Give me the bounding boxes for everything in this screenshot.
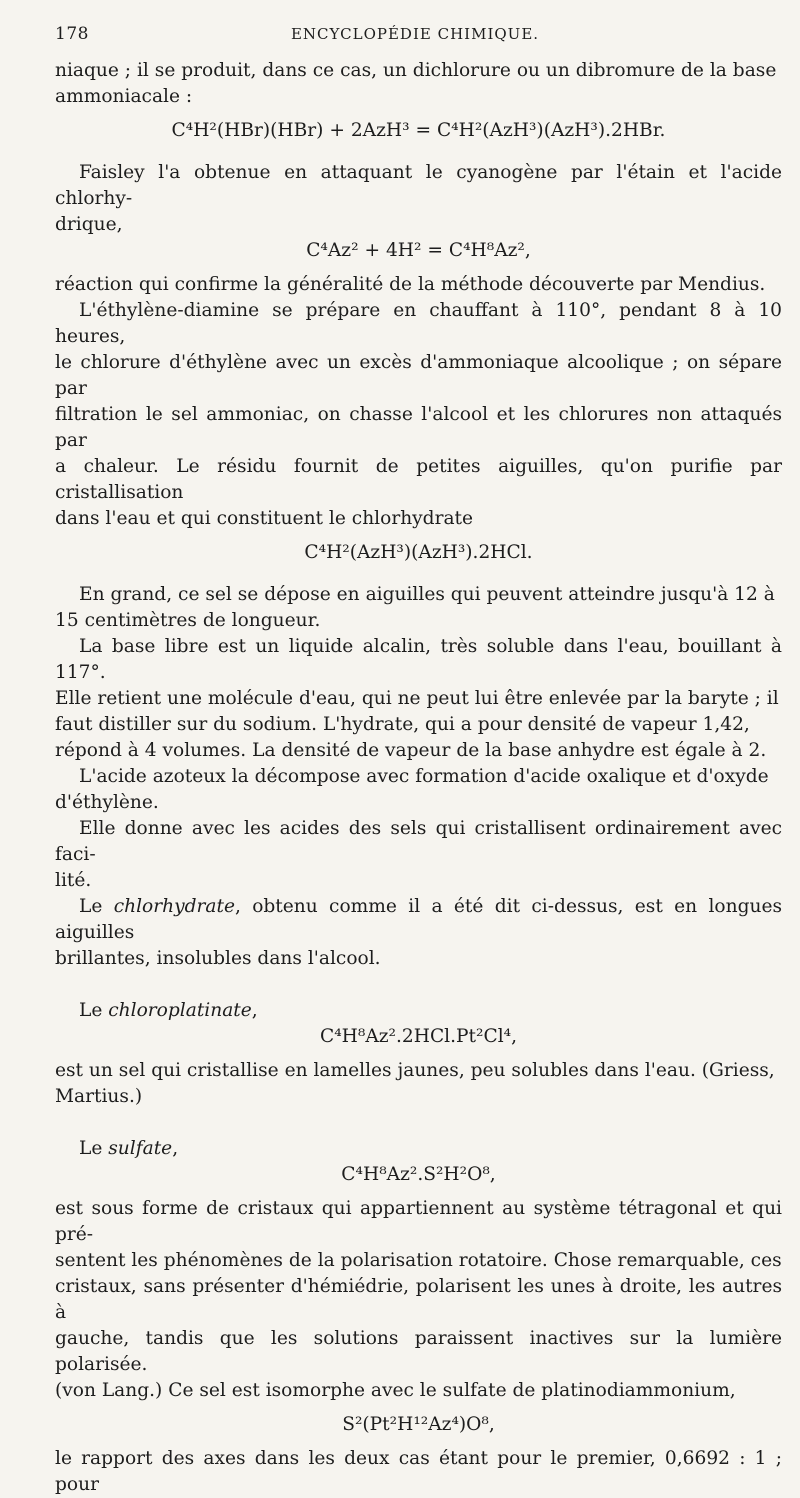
text-line: le chlorure d'éthylène avec un excès d'ammoniaque alcoolique ; on sépare par [55, 352, 782, 399]
formula: C⁴H⁸Az².S²H²O⁸, [341, 1164, 496, 1185]
text-line: répond à 4 volumes. La densité de vapeur de la base anhydre est égale à 2. [55, 740, 767, 761]
page-header [55, 24, 775, 48]
text-line: faut distiller sur du sodium. L'hydrate, qui a pour densité de vapeur 1,42, [55, 714, 750, 735]
text-line [55, 1136, 782, 1162]
formula: S²(Pt²H¹²Az⁴)O⁸, [342, 1414, 495, 1435]
page-body [55, 58, 782, 1498]
text-line: est un sel qui cristallise en lamelles jaunes, peu solubles dans l'eau. (Griess, [55, 1060, 775, 1081]
text-run: Le [79, 1138, 109, 1159]
text-line: La base libre est un liquide alcalin, très soluble dans l'eau, bouillant à 117°. [55, 636, 782, 683]
text-line: a chaleur. Le résidu fournit de petites aiguilles, qu'on purifie par cristallisation [55, 456, 782, 503]
text-run: Le [79, 896, 114, 917]
text-line: L'éthylène-diamine se prépare en chauffant à 110°, pendant 8 à 10 heures, [55, 300, 782, 347]
text-line: le rapport des axes dans les deux cas étant pour le premier, 0,6692 : 1 ; pour [55, 1448, 782, 1495]
running-title: ENCYCLOPÉDIE CHIMIQUE. [290, 25, 540, 43]
text-line: gauche, tandis que les solutions paraissent inactives sur la lumière polarisée. [55, 1328, 782, 1375]
italic-term: chlorhydrate [113, 896, 235, 917]
text-line: brillantes, insolubles dans l'alcool. [55, 948, 381, 969]
page-number: 178 [55, 24, 89, 44]
text-line: Elle donne avec les acides des sels qui cristallisent ordinairement avec faci- [55, 818, 782, 865]
text-line: Faisley l'a obtenue en attaquant le cyanogène par l'étain et l'acide chlorhy- [55, 162, 782, 209]
text-run: Le [79, 1000, 109, 1021]
text-line: L'acide azoteux la décompose avec formation d'acide oxalique et d'oxyde [79, 766, 769, 787]
text-line: Martius.) [55, 1086, 143, 1107]
text-line: est sous forme de cristaux qui appartiennent au système tétragonal et qui pré- [55, 1198, 782, 1245]
text-run: , [172, 1138, 179, 1159]
text-run: , [251, 1000, 258, 1021]
text-line: lité. [55, 870, 92, 891]
text-line: En grand, ce sel se dépose en aiguilles qui peuvent atteindre jusqu'à 12 à [79, 584, 775, 605]
formula: C⁴H⁸Az².2HCl.Pt²Cl⁴, [319, 1026, 518, 1047]
text-line: ammoniacale : [55, 86, 193, 107]
text-line: dans l'eau et qui constituent le chlorhydrate [55, 508, 474, 529]
text-line: Elle retient une molécule d'eau, qui ne peut lui être enlevée par la baryte ; il [55, 688, 779, 709]
formula: C⁴H²(HBr)(HBr) + 2AzH³ = C⁴H²(AzH³)(AzH³).2HBr. [171, 120, 666, 141]
formula: C⁴Az² + 4H² = C⁴H⁸Az², [306, 240, 531, 261]
text-line: filtration le sel ammoniac, on chasse l'alcool et les chlorures non attaqués par [55, 404, 782, 451]
text-line: d'éthylène. [55, 792, 159, 813]
text-line: 15 centimètres de longueur. [55, 610, 321, 631]
text-run: , obtenu comme il a été dit ci-dessus, est en longues aiguilles [55, 896, 783, 943]
text-line: (von Lang.) Ce sel est isomorphe avec le sulfate de platinodiammonium, [55, 1380, 736, 1401]
text-line: cristaux, sans présenter d'hémiédrie, polarisent les unes à droite, les autres à [55, 1276, 782, 1323]
formula: C⁴H²(AzH³)(AzH³).2HCl. [304, 542, 533, 563]
text-line [55, 998, 782, 1024]
text-line: réaction qui confirme la généralité de la méthode découverte par Mendius. [55, 274, 766, 295]
text-line [55, 894, 782, 946]
text-line: sentent les phénomènes de la polarisation rotatoire. Chose remarquable, ces [55, 1250, 782, 1271]
text-line: drique, [55, 214, 123, 235]
italic-term: chloroplatinate [108, 1000, 252, 1021]
text-line: niaque ; il se produit, dans ce cas, un dichlorure ou un dibromure de la base [55, 60, 777, 81]
italic-term: sulfate [108, 1138, 173, 1159]
